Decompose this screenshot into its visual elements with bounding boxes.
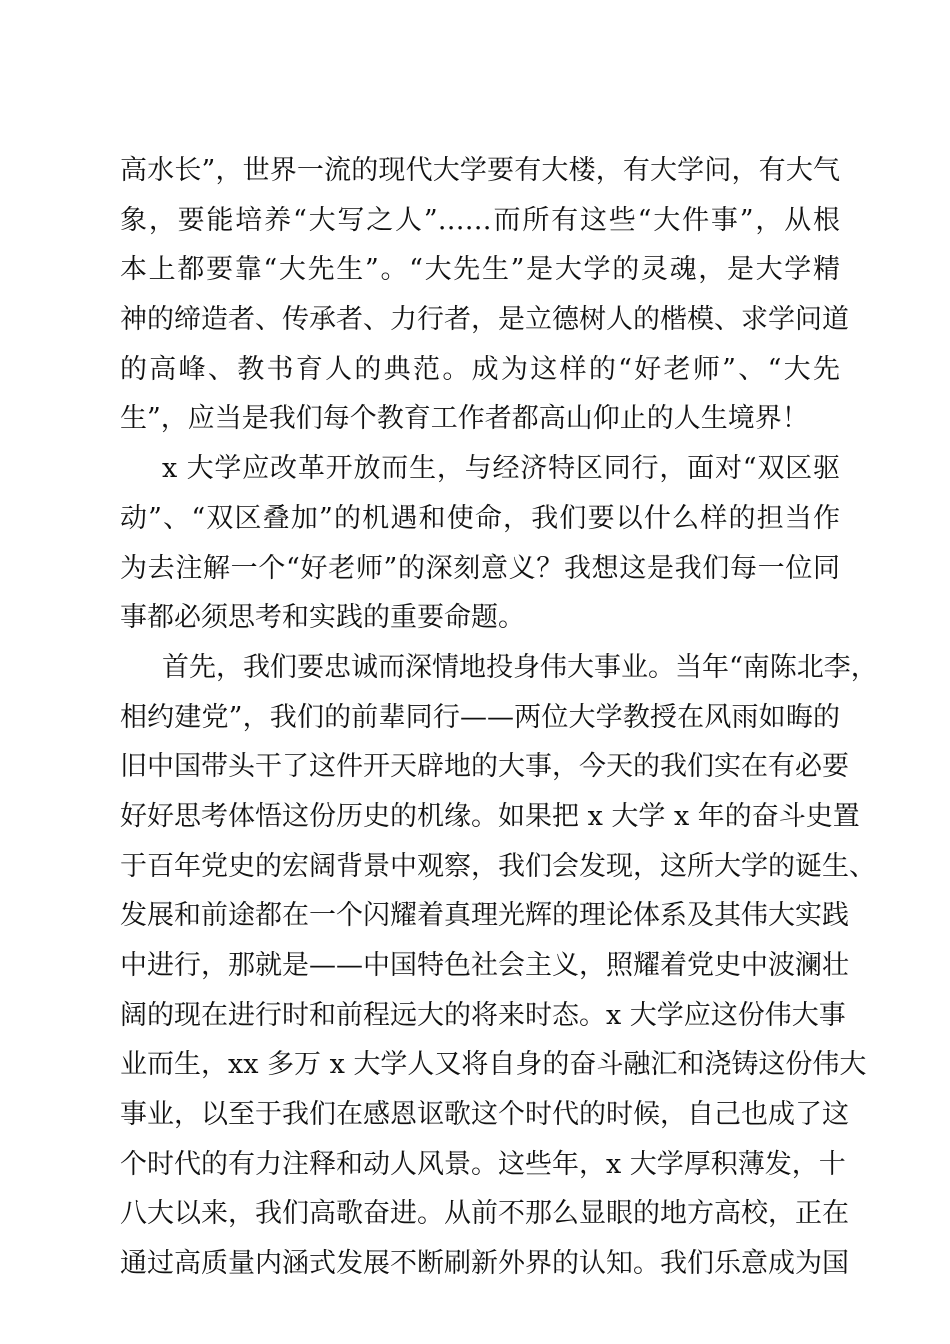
text-line: 象，要能培养“大写之人”……而所有这些“大件事”，从根: [120, 204, 840, 236]
text-line: 高水长”，世界一流的现代大学要有大楼，有大学问，有大气: [120, 155, 840, 186]
text-line: 个时代的有力注释和动人风景。这些年，x 大学厚积薄发，十: [120, 1148, 846, 1180]
text-line: 八大以来，我们高歌奋进。从前不那么显眼的地方高校，正在: [120, 1198, 849, 1230]
text-line: 生”，应当是我们每个教育工作者都高山仰止的人生境界！: [120, 403, 809, 435]
text-line: 为去注解一个“好老师”的深刻意义？我想这是我们每一位同: [120, 552, 840, 584]
paragraph-1: [120, 146, 849, 444]
text-line: 首先，我们要忠诚而深情地投身伟大事业。当年“南陈北李，: [162, 651, 878, 683]
body-text: [120, 146, 878, 1289]
text-line: 神的缔造者、传承者、力行者，是立德树人的楷模、求学问道: [120, 304, 849, 336]
text-line: 中进行，那就是——中国特色社会主义，照耀着党史中波澜壮: [120, 950, 849, 981]
text-line: 于百年党史的宏阔背景中观察，我们会发现，这所大学的诞生、: [120, 850, 876, 882]
text-line: 事都必须思考和实践的重要命题。: [120, 602, 525, 634]
text-line: 动”、“双区叠加”的机遇和使命，我们要以什么样的担当作: [120, 502, 840, 534]
text-line: 业而生，xx 多万 x 大学人又将自身的奋斗融汇和浇铸这份伟大: [120, 1049, 867, 1081]
text-line: 的高峰、教书育人的典范。成为这样的“好老师”、“大先: [120, 353, 840, 385]
text-line: 旧中国带头干了这件开天辟地的大事，今天的我们实在有必要: [120, 751, 849, 783]
paragraph-2: [120, 444, 840, 643]
text-line: 阔的现在进行时和前程远大的将来时态。x 大学应这份伟大事: [120, 999, 846, 1031]
text-line: x 大学应改革开放而生，与经济特区同行，面对“双区驱: [162, 453, 840, 485]
text-line: 相约建党”，我们的前辈同行——两位大学教授在风雨如晦的: [120, 701, 840, 733]
text-line: 发展和前途都在一个闪耀着真理光辉的理论体系及其伟大实践: [120, 900, 849, 932]
text-line: 事业，以至于我们在感恩讴歌这个时代的时候，自己也成了这: [120, 1099, 849, 1131]
paragraph-3: [120, 643, 878, 1289]
text-line: 通过高质量内涵式发展不断刷新外界的认知。我们乐意成为国: [120, 1248, 849, 1280]
text-line: 好好思考体悟这份历史的机缘。如果把 x 大学 x 年的奋斗史置: [120, 800, 860, 832]
text-line: 本上都要靠“大先生”。“大先生”是大学的灵魂，是大学精: [120, 254, 840, 286]
